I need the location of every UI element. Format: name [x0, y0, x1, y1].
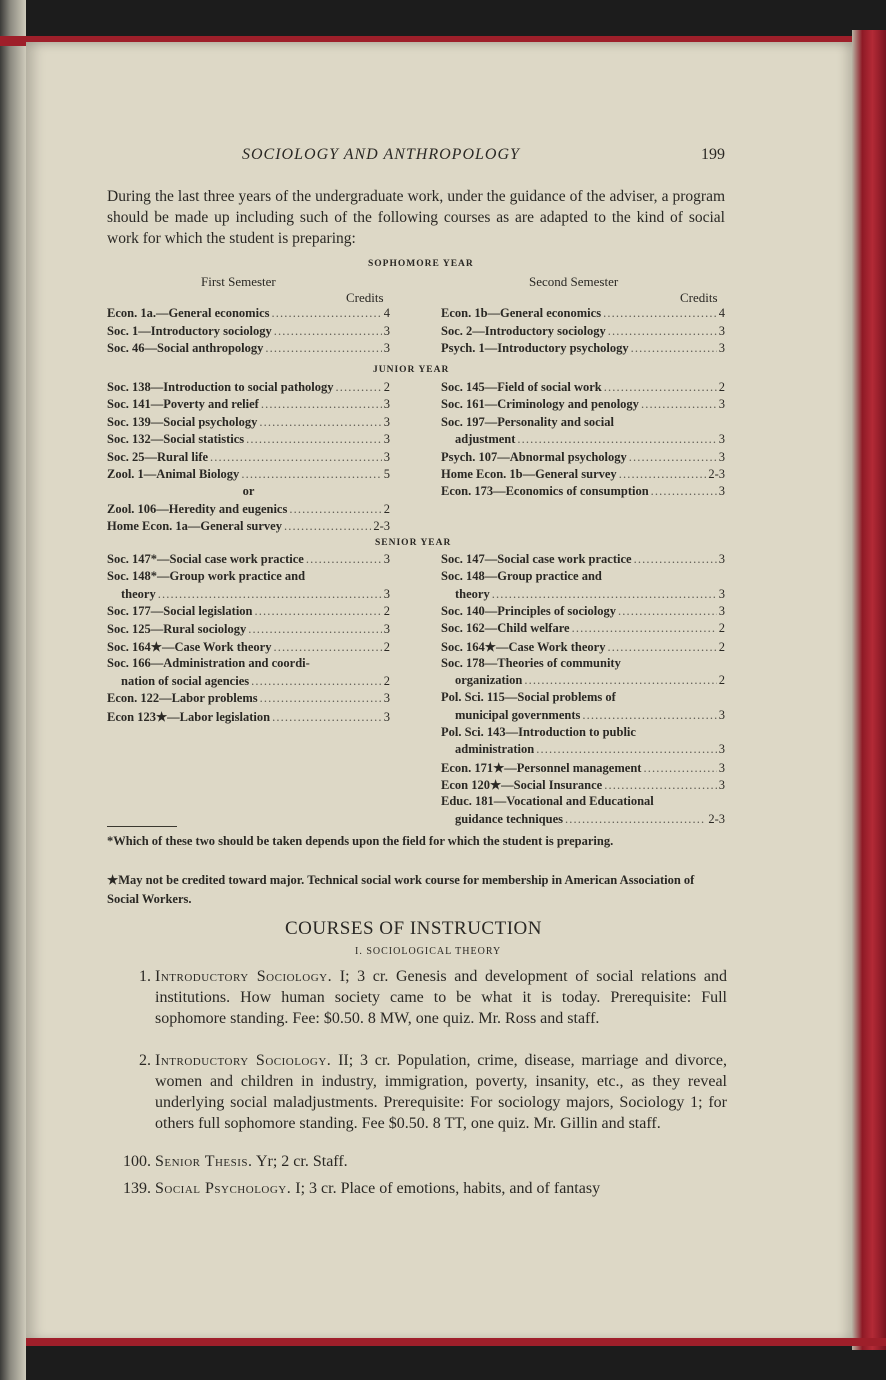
leader-dots [631, 341, 717, 356]
credit-value: 3 [383, 552, 390, 566]
binding-bottom-edge [26, 1338, 886, 1346]
page-number: 199 [701, 146, 725, 163]
leader-dots [272, 710, 382, 725]
credit-value: 3 [718, 449, 725, 464]
credit-value: 3 [718, 432, 725, 447]
course-entry [107, 1151, 727, 1172]
leader-dots [641, 397, 717, 412]
course-credit-row [107, 587, 390, 602]
course-title: guidance techniques [455, 811, 564, 826]
leader-dots [284, 519, 371, 534]
course-name: Senior Thesis. [155, 1153, 253, 1170]
course-title: Soc. 147*—Social case work practice [107, 552, 304, 566]
leader-dots [524, 673, 716, 688]
course-credit-row [107, 709, 390, 725]
credit-value: 2 [383, 640, 390, 654]
course-title: Soc. 164★—Case Work theory [441, 639, 606, 654]
course-description: II; 3 cr. Population, crime, disease, marriage and divorce, women and children in industry, immigration, poverty, insanity, etc., as they reveal underlying social maladjustments. Prerequisite: For sociology majors, Sociology 1; for others full sophomore standing. Fee $0.50. 8 TT, one quiz. Mr. Gillin and staff. [155, 1052, 727, 1132]
course-credit-row [441, 777, 725, 793]
credit-value: 3 [718, 484, 725, 499]
footnote-star: ★May not be credited toward major. Technical social work course for membership in American Association of Social Workers. [107, 873, 695, 906]
course-credit-row [107, 691, 390, 706]
course-credit-row [441, 569, 725, 584]
course-credit-row [441, 380, 725, 395]
leader-dots [273, 640, 381, 655]
course-name: Introductory Sociology. [155, 968, 333, 985]
courses-subheading: I. SOCIOLOGICAL THEORY [355, 946, 502, 957]
course-credit-row [107, 569, 390, 584]
intro-paragraph: During the last three years of the undergraduate work, under the guidance of the adviser, a program should be made up including such of the following courses as are adapted to the kind of social work for which the student is preparing: [107, 188, 725, 247]
course-credit-row [441, 587, 725, 602]
leader-dots [619, 467, 707, 482]
leader-dots [158, 587, 382, 602]
course-entry [107, 1050, 727, 1134]
credit-value: 2-3 [708, 811, 725, 826]
course-title: Econ. 1a.—General economics [107, 306, 270, 320]
course-credit-row [441, 432, 725, 447]
course-title: Soc. 161—Criminology and penology [441, 397, 639, 412]
course-title: Soc. 148—Group practice and [441, 569, 602, 584]
course-title: Soc. 139—Social psychology [107, 414, 258, 429]
credit-value: 5 [383, 467, 390, 481]
course-title: Soc. 46—Social anthropology [107, 341, 264, 355]
course-title: administration [455, 742, 535, 757]
book-binding [852, 30, 886, 1350]
credit-value: 3 [718, 323, 725, 338]
course-credit-row [107, 484, 390, 499]
senior-year-label: SENIOR YEAR [375, 538, 452, 548]
course-title: Soc. 147—Social case work practice [441, 552, 632, 566]
course-credit-row [441, 450, 725, 465]
course-title: Soc. 145—Field of social work [441, 380, 602, 394]
course-credit-row [441, 639, 725, 655]
course-title: Soc. 148*—Group work practice and [107, 569, 306, 584]
credit-value: 3 [718, 341, 725, 355]
credit-value: 3 [383, 341, 390, 355]
course-credit-row [441, 604, 725, 619]
credit-value: 2-3 [373, 519, 390, 534]
course-title: Soc. 2—Introductory sociology [441, 323, 606, 338]
leader-dots [608, 324, 717, 339]
course-number: 139. [123, 1180, 151, 1197]
credit-value: 2-3 [708, 467, 725, 481]
course-credit-row [441, 742, 725, 757]
leader-dots [582, 708, 716, 723]
course-title: municipal governments [455, 707, 581, 722]
credit-value: 3 [383, 586, 390, 601]
course-title: Psych. 1—Introductory psychology [441, 341, 629, 355]
credit-value: 3 [718, 552, 725, 566]
course-title: Psych. 107—Abnormal psychology [441, 449, 627, 464]
credit-value: 3 [718, 397, 725, 412]
course-title: Soc. 125—Rural sociology [107, 621, 247, 636]
leader-dots [629, 450, 717, 465]
course-credit-row [107, 432, 390, 447]
course-title: Soc. 166—Administration and coordi- [107, 656, 310, 671]
leader-dots [274, 324, 382, 339]
course-credit-row [107, 552, 390, 567]
course-credit-row [441, 306, 725, 321]
course-credit-row [107, 397, 390, 412]
course-credit-row [107, 415, 390, 430]
course-credit-row [441, 656, 725, 671]
course-credit-row [441, 397, 725, 412]
leader-dots [565, 812, 706, 827]
credit-value: 2 [718, 673, 725, 688]
course-entry [107, 1178, 727, 1199]
credit-value: 2 [718, 639, 725, 654]
leader-dots [306, 552, 382, 567]
credit-value: 2 [718, 621, 725, 636]
sophomore-year-label: SOPHOMORE YEAR [368, 259, 474, 269]
leader-dots [248, 622, 382, 637]
leader-dots [246, 432, 382, 447]
course-credit-row [441, 673, 725, 688]
credit-value: 3 [718, 707, 725, 722]
course-title: organization [455, 673, 523, 688]
leader-dots [603, 306, 717, 321]
leader-dots [651, 484, 717, 499]
course-title: adjustment [455, 432, 516, 447]
course-credit-row [441, 341, 725, 356]
course-title: Zool. 106—Heredity and eugenics [107, 501, 288, 516]
running-head: SOCIOLOGY AND ANTHROPOLOGY [242, 146, 520, 163]
course-title: Soc. 132—Social statistics [107, 432, 245, 447]
course-title: Soc. 25—Rural life [107, 449, 209, 464]
course-title: Pol. Sci. 115—Social problems of [441, 690, 616, 705]
credit-value: 3 [383, 414, 390, 429]
credit-value: 3 [383, 691, 390, 706]
leader-dots [241, 467, 381, 482]
course-title: Home Econ. 1a—General survey [107, 519, 282, 534]
leader-dots [259, 415, 381, 430]
course-credit-row [107, 622, 390, 637]
course-number: 1. [139, 968, 151, 985]
course-credit-row [107, 380, 390, 395]
course-credit-row [107, 306, 390, 321]
credit-value: 3 [383, 323, 390, 338]
credit-value: 2 [718, 380, 725, 394]
leader-dots [289, 502, 381, 517]
course-title: Home Econ. 1b—General survey [441, 467, 617, 481]
course-title: Soc. 162—Child welfare [441, 621, 570, 636]
credit-value: 3 [383, 621, 390, 636]
course-title: theory [121, 586, 156, 601]
course-credit-row [441, 324, 725, 339]
course-title: Soc. 178—Theories of community [441, 655, 621, 670]
course-credit-row [441, 794, 725, 809]
credit-value: 3 [383, 432, 390, 447]
leader-dots [536, 742, 717, 757]
credit-value: 4 [718, 306, 725, 320]
course-title: nation of social agencies [121, 673, 250, 688]
course-credit-row [441, 552, 725, 567]
course-title: Soc. 177—Social legislation [107, 604, 253, 619]
course-title: Soc. 164★—Case Work theory [107, 640, 272, 654]
course-title: Econ. 173—Economics of consumption [441, 484, 649, 499]
course-credit-row [107, 450, 390, 465]
credit-value: 3 [718, 742, 725, 757]
course-credit-row [441, 690, 725, 705]
course-entry [107, 966, 727, 1029]
leader-dots [251, 674, 382, 689]
credits-label-left: Credits [346, 290, 384, 305]
course-credit-row [441, 725, 725, 740]
course-title: or [242, 484, 255, 499]
leader-dots [643, 761, 716, 776]
course-credit-row [441, 760, 725, 776]
leader-dots [265, 341, 381, 356]
leader-dots [260, 691, 382, 706]
course-title: Econ 120★—Social Insurance [441, 777, 603, 792]
course-name: Introductory Sociology. [155, 1052, 332, 1069]
course-credit-row [441, 484, 725, 499]
course-title: Soc. 141—Poverty and relief [107, 397, 259, 412]
credit-value: 3 [718, 603, 725, 618]
course-title: Soc. 140—Principles of sociology [441, 603, 616, 618]
course-title: Econ. 171★—Personnel management [441, 760, 642, 775]
credit-value: 3 [383, 449, 390, 464]
credit-value: 3 [718, 777, 725, 792]
leader-dots [604, 778, 717, 793]
junior-year-label: JUNIOR YEAR [373, 365, 450, 375]
course-credit-row [107, 674, 390, 689]
leader-dots [271, 306, 381, 321]
course-credit-row [107, 604, 390, 619]
credit-value: 3 [383, 397, 390, 412]
credits-label-right: Credits [680, 290, 718, 305]
leader-dots [210, 450, 382, 465]
course-title: Econ. 1b—General economics [441, 306, 602, 320]
course-credit-row [441, 467, 725, 482]
course-title: Zool. 1—Animal Biology [107, 467, 240, 481]
leader-dots [572, 621, 717, 636]
course-credit-row [107, 639, 390, 655]
course-title: Educ. 181—Vocational and Educational [441, 794, 654, 809]
credit-value: 3 [383, 709, 390, 724]
leader-dots [618, 604, 717, 619]
course-description: Yr; 2 cr. Staff. [255, 1153, 348, 1170]
leader-dots [492, 587, 717, 602]
course-title: Soc. 197—Personality and social [441, 414, 614, 429]
leader-dots [604, 380, 717, 395]
courses-heading: COURSES OF INSTRUCTION [285, 918, 542, 939]
leader-dots [517, 432, 716, 447]
course-credit-row [107, 467, 390, 482]
course-title: Econ 123★—Labor legislation [107, 709, 271, 724]
credit-value: 3 [718, 586, 725, 601]
course-credit-row [107, 341, 390, 356]
leader-dots [607, 640, 716, 655]
credit-value: 2 [383, 604, 390, 619]
leader-dots [261, 397, 382, 412]
course-title: theory [455, 586, 490, 601]
course-name: Social Psychology. [155, 1180, 292, 1197]
footnote-rule [107, 826, 177, 827]
course-number: 100. [123, 1153, 151, 1170]
second-semester-label: Second Semester [529, 274, 619, 289]
course-title: Econ. 122—Labor problems [107, 691, 258, 706]
course-credit-row [441, 621, 725, 636]
course-credit-row [107, 656, 390, 671]
footnote-asterisk: *Which of these two should be taken depends upon the field for which the student is preparing. [107, 834, 614, 848]
adjacent-page-edge [0, 0, 26, 1380]
course-description: I; 3 cr. Genesis and development of social relations and institutions. How human society came to be what it is today. Prerequisite: Full sophomore standing. Fee: $0.50. 8 MW, one quiz. Mr. Ross and staff. [155, 968, 728, 1027]
course-credit-row [441, 812, 725, 827]
leader-dots [634, 552, 717, 567]
credit-value: 2 [383, 380, 390, 394]
course-title: Soc. 138—Introduction to social pathology [107, 380, 334, 394]
course-credit-row [107, 502, 390, 517]
course-credit-row [107, 324, 390, 339]
credit-value: 2 [383, 673, 390, 688]
credit-value: 4 [383, 306, 390, 320]
credit-value: 3 [718, 760, 725, 775]
course-description: I; 3 cr. Place of emotions, habits, and of fantasy [295, 1180, 601, 1197]
course-title: Soc. 1—Introductory sociology [107, 323, 272, 338]
leader-dots [255, 604, 382, 619]
credit-value: 2 [383, 501, 390, 516]
course-number: 2. [139, 1052, 151, 1069]
first-semester-label: First Semester [201, 274, 276, 289]
course-credit-row [107, 519, 390, 534]
leader-dots [336, 380, 382, 395]
course-credit-row [441, 708, 725, 723]
course-title: Pol. Sci. 143—Introduction to public [441, 725, 636, 739]
course-credit-row [441, 415, 725, 430]
